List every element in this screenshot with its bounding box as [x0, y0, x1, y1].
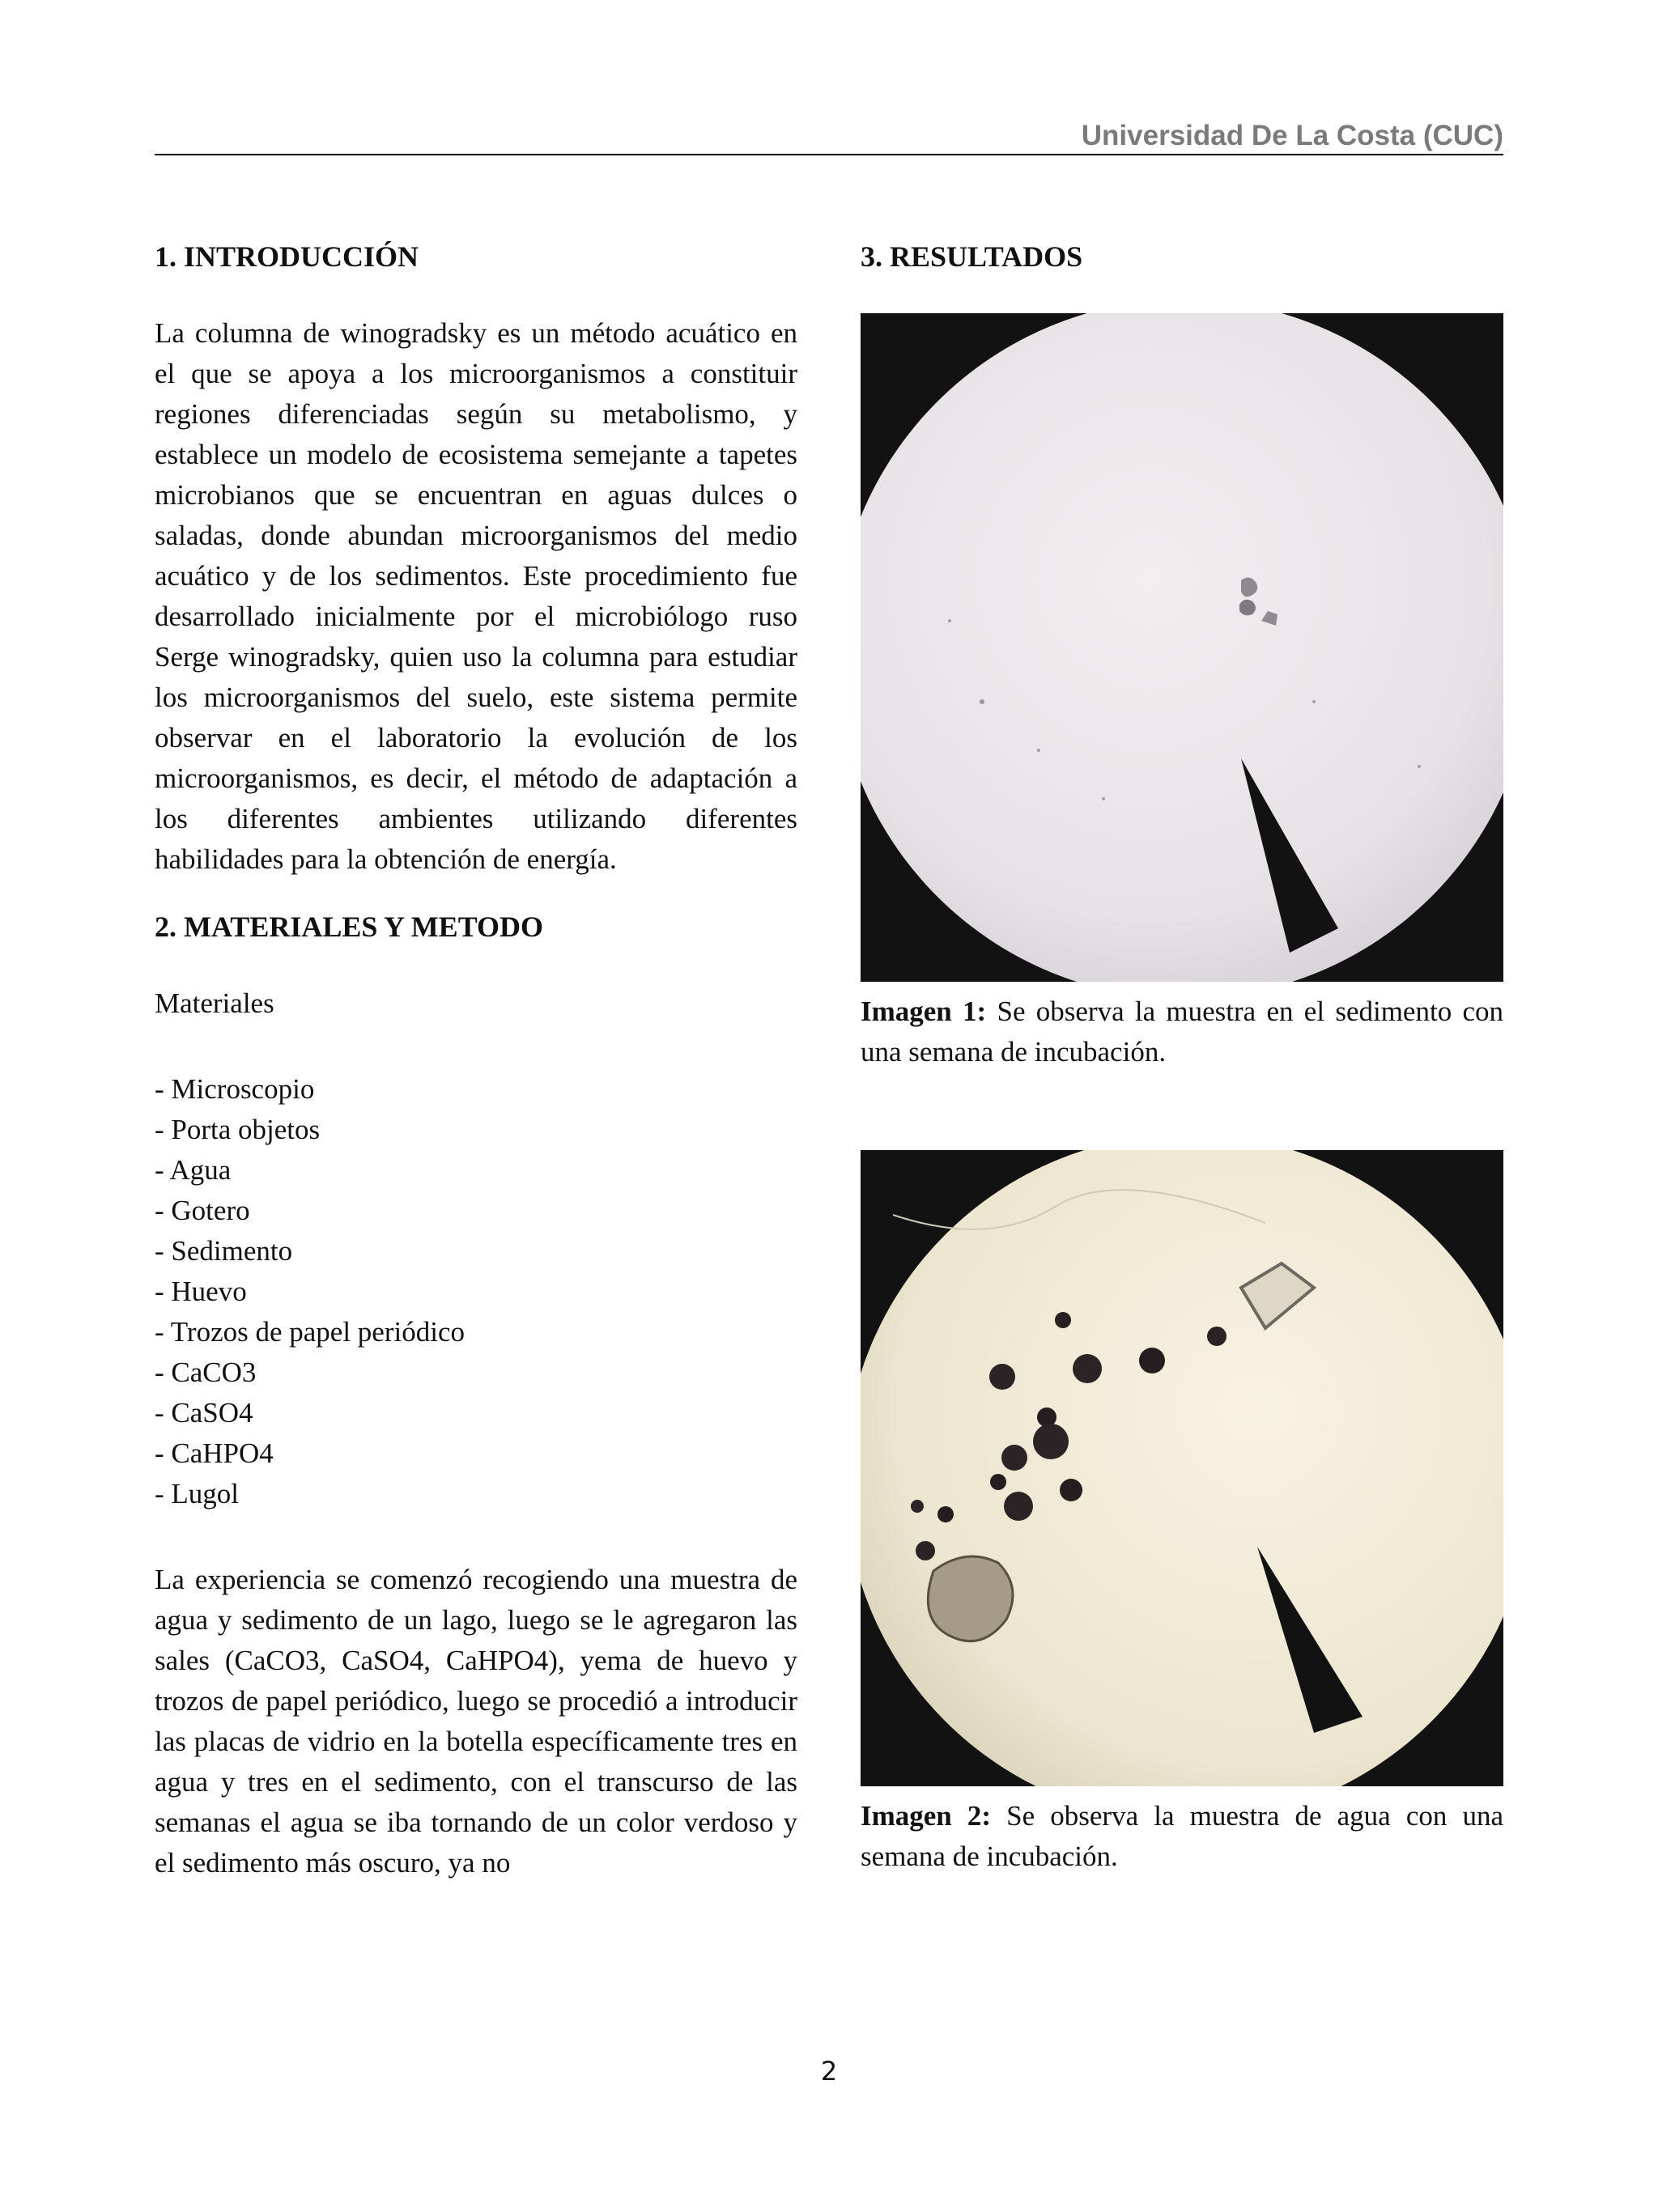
figure2-label: Imagen 2: — [861, 1800, 992, 1832]
figure1-label: Imagen 1: — [861, 996, 987, 1027]
list-item: - Trozos de papel periódico — [155, 1316, 465, 1348]
list-item: - Porta objetos — [155, 1114, 321, 1145]
figure2-caption — [861, 1796, 1503, 1877]
materials-heading: 2. MATERIALES Y METODO — [155, 911, 544, 943]
list-item: - Microscopio — [155, 1073, 315, 1105]
intro-paragraph: La columna de winogradsky es un método acuático en el que se apoya a los microorganismos a constituir regiones diferenciadas según su metabolismo, y establece un modelo de ecosistema semejante a tapetes microbianos que se encuentran en aguas dulces o saladas, donde abundan microorganismos del medio acuático y de los sedimentos. Este procedimiento fue desarrollado inicialmente por el microbiólogo ruso Serge winogradsky, quien uso la columna para estudiar los microorganismos del suelo, este sistema permite observar en el laboratorio la evolución de los microorganismos, es decir, el método de adaptación a los diferentes ambientes utilizando diferentes habilidades para la obtención de energía. — [155, 317, 797, 875]
list-item: - CaCO3 — [155, 1356, 257, 1388]
list-item: - Agua — [155, 1154, 232, 1186]
figure2-text: Se observa la muestra de agua con una semana de incubación. — [861, 1800, 1503, 1872]
header-rule — [155, 154, 1503, 155]
list-item: - CaSO4 — [155, 1397, 253, 1429]
list-item: - Gotero — [155, 1195, 250, 1226]
method-paragraph: La experiencia se comenzó recogiendo una muestra de agua y sedimento de un lago, luego se le agregaron las sales (CaCO3, CaSO4, CaHPO4), yema de huevo y trozos de papel periódico, luego se procedió a introducir las placas de vidrio en la botella específicamente tres en agua y tres en el sedimento, con el transcurso de las semanas el agua se iba tornando de un color verdoso y el sedimento más oscuro, ya no — [155, 1564, 797, 1879]
materials-subheading: Materiales — [155, 987, 274, 1019]
micrograph-water-svg — [861, 1150, 1503, 1786]
list-item: - Huevo — [155, 1276, 247, 1307]
figure1-text: Se observa la muestra en el sedimento con una semana de incubación. — [861, 996, 1504, 1068]
header-institution: Universidad De La Costa (CUC) — [1081, 120, 1503, 151]
page-number: 2 — [820, 2056, 838, 2087]
right-column — [861, 239, 1503, 1877]
left-column — [155, 239, 797, 1883]
micrograph-water — [861, 1150, 1503, 1786]
intro-heading: 1. INTRODUCCIÓN — [155, 240, 419, 273]
list-item: - Sedimento — [155, 1235, 293, 1267]
list-item: - Lugol — [155, 1478, 240, 1509]
micrograph-sediment-svg — [861, 313, 1503, 982]
list-item: - CaHPO4 — [155, 1437, 274, 1469]
materials-list — [155, 1069, 797, 1514]
figure1-caption — [861, 991, 1503, 1072]
results-heading: 3. RESULTADOS — [861, 240, 1083, 273]
micrograph-sediment — [861, 313, 1503, 982]
